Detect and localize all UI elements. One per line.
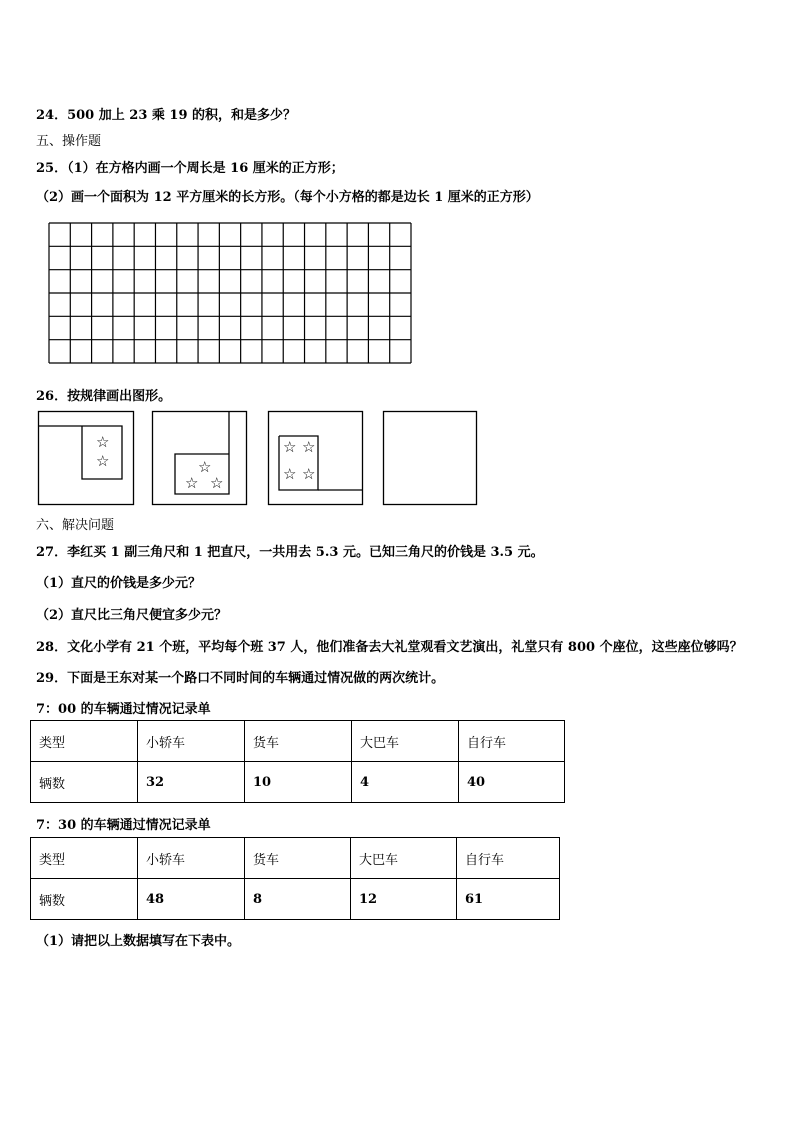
star-icon: ☆	[283, 465, 297, 483]
table-row	[31, 838, 560, 879]
question-24: 24．500 加上 23 乘 19 的积，和是多少？	[36, 108, 297, 123]
question-28: 28．文化小学有 21 个班，平均每个班 37 人，他们准备去大礼堂观看文艺演出，礼堂只有 800 个座位，这些座位够吗？	[36, 640, 743, 655]
figure-1-frame	[39, 412, 134, 505]
table-cell: 货车	[245, 721, 352, 762]
question-25-part1: 25．（1）在方格内画一个周长是 16 厘米的正方形；	[36, 161, 344, 176]
table1-title: 7：00 的车辆通过情况记录单	[36, 702, 211, 717]
star-icon: ☆	[185, 474, 199, 492]
figure-3-frame	[269, 412, 363, 505]
record-table-7-30	[30, 837, 560, 920]
question-27: 27．李红买 1 副三角尺和 1 把直尺，一共用去 5.3 元。已知三角尺的价钱是 3.5 元。	[36, 545, 544, 560]
table-cell: 4	[352, 762, 459, 803]
table-cell: 40	[459, 762, 565, 803]
section-6-heading: 六、解决问题	[36, 518, 115, 533]
table-cell: 辆数	[31, 879, 138, 920]
star-icon: ☆	[283, 438, 297, 456]
figure-1-inner	[39, 426, 123, 479]
figure-4-blank-answer	[384, 412, 477, 505]
table-row	[31, 721, 565, 762]
star-icon: ☆	[302, 438, 316, 456]
star-icon: ☆	[302, 465, 316, 483]
table-cell: 类型	[31, 721, 138, 762]
star-icon: ☆	[198, 458, 212, 476]
table2-title: 7：30 的车辆通过情况记录单	[36, 818, 211, 833]
record-table-7-00	[30, 720, 565, 803]
table-cell: 61	[457, 879, 560, 920]
question-27-part2: （2）直尺比三角尺便宜多少元？	[36, 608, 228, 623]
table-cell: 8	[245, 879, 351, 920]
question-25-part2: （2）画一个面积为 12 平方厘米的长方形。（每个小方格的都是边长 1 厘米的正方形）	[36, 190, 539, 205]
table-row	[31, 762, 565, 803]
section-5-heading: 五、操作题	[36, 134, 102, 149]
table-cell: 大巴车	[351, 838, 457, 879]
table-cell: 大巴车	[352, 721, 459, 762]
table-cell: 小轿车	[138, 838, 245, 879]
question-27-part1: （1）直尺的价钱是多少元？	[36, 576, 202, 591]
table-cell: 自行车	[459, 721, 565, 762]
question-29: 29．下面是王东对某一个路口不同时间的车辆通过情况做的两次统计。	[36, 671, 445, 686]
table-cell: 类型	[31, 838, 138, 879]
table-cell: 辆数	[31, 762, 138, 803]
question-26: 26．按规律画出图形。	[36, 389, 172, 404]
table-cell: 10	[245, 762, 352, 803]
star-icon: ☆	[96, 433, 110, 451]
square-grid	[0, 0, 794, 400]
table-cell: 货车	[245, 838, 351, 879]
star-icon: ☆	[210, 474, 224, 492]
table-cell: 小轿车	[138, 721, 245, 762]
table-row	[31, 879, 560, 920]
table-cell: 32	[138, 762, 245, 803]
table-cell: 自行车	[457, 838, 560, 879]
table-cell: 48	[138, 879, 245, 920]
question-29-part1: （1）请把以上数据填写在下表中。	[36, 934, 241, 949]
table-cell: 12	[351, 879, 457, 920]
star-icon: ☆	[96, 452, 110, 470]
